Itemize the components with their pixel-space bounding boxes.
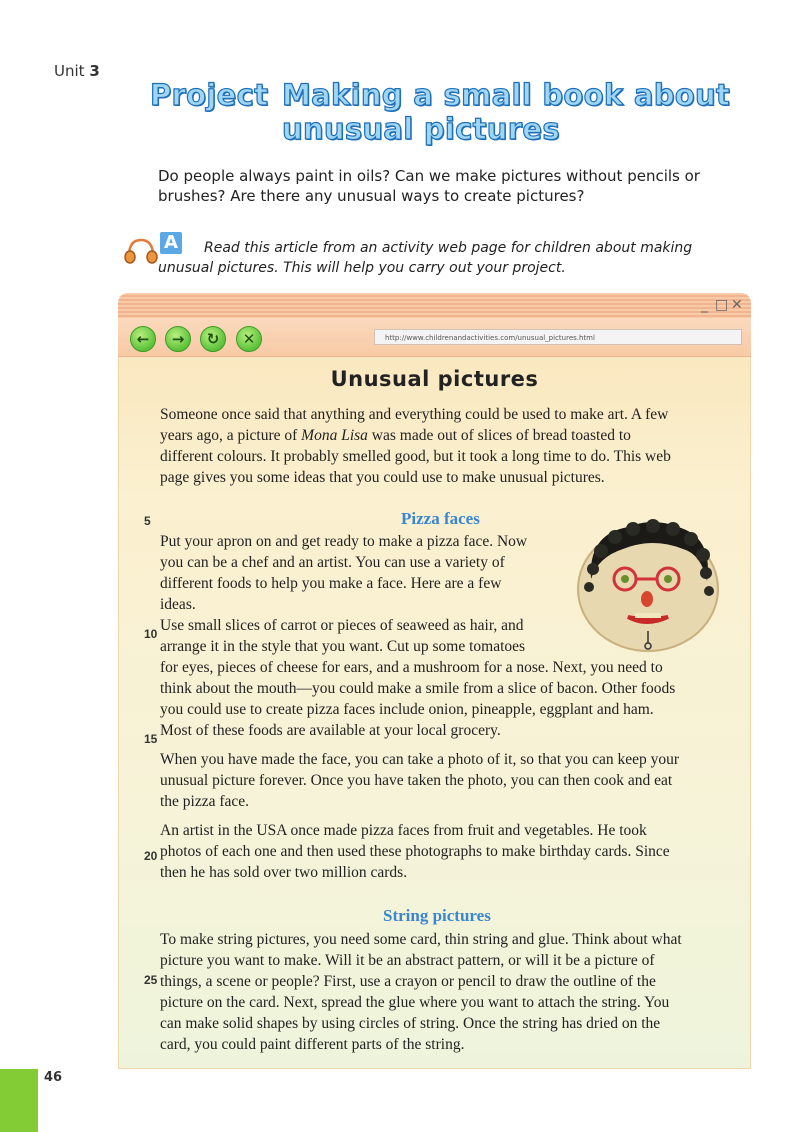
line-number: 15	[144, 732, 158, 746]
page-tab	[0, 1069, 38, 1132]
line-number: 20	[144, 849, 158, 863]
article-intro: Someone once said that anything and everything could be used to make art. A few years ago, a picture of Mona Lisa was made out of slices of bread toasted to different colours. It probably smelled good, but it took a long time to do. This web page gives you some ideas that you could use to make unusual pictures.	[160, 406, 671, 486]
browser-toolbar	[118, 318, 751, 357]
minimize-icon[interactable]: _	[701, 297, 708, 313]
headphones-icon	[123, 236, 159, 266]
stop-icon[interactable]: ✕	[236, 326, 262, 352]
pizza-faces-heading: Pizza faces	[401, 509, 480, 528]
line-number: 5	[144, 514, 151, 528]
forward-arrow-icon[interactable]: →	[165, 326, 191, 352]
refresh-icon[interactable]: ↻	[200, 326, 226, 352]
string-pictures-heading: String pictures	[383, 906, 491, 925]
line-number: 10	[144, 627, 158, 641]
browser-window	[118, 293, 751, 1069]
activity-instruction: Read this article from an activity web page for children about making unusual pictures. This will help you carry out your project.	[158, 240, 693, 276]
maximize-icon[interactable]: □	[715, 297, 729, 313]
intro-text: Do people always paint in oils? Can we make pictures without pencils or brushes? Are there any unusual ways to create pictures?	[158, 167, 700, 205]
title-project: Project	[150, 78, 269, 112]
address-bar[interactable]: http://www.childrenandactivities.com/unusual_pictures.html	[374, 329, 742, 345]
unit-label: Unit 3	[54, 62, 100, 80]
back-arrow-icon[interactable]: ←	[130, 326, 156, 352]
title-line2: unusual pictures	[282, 112, 560, 146]
pizza-faces-text: Put your apron on and get ready to make a pizza face. Now you can be a chef and an artist. You can use a variety of different foods to help you make a face. Here are a few ideas. Use small slices of carrot or pieces of seaweed as hair, and arrange it in the style that you want. Cut up some tomatoes for eyes, pieces of cheese for ears, and a mushroom for a nose. Next, you need to think about the mouth—you could make a smile from a slice of bacon. Other foods you could use to create pizza faces include onion, pineapple, eggplant and ham. Most of these foods are available at your local grocery. When you have made the face, you can take a photo of it, so that you can keep your unusual picture forever. Once you have taken the photo, you can then cook and eat the pizza face. An artist in the USA once made pizza faces from fruit and vegetables. He took photos of each one and then used these photographs to make birthday cards. Since then he has sold over two million cards.	[160, 533, 680, 881]
page-number: 46	[44, 1070, 63, 1085]
pizza-face-image	[573, 509, 723, 659]
string-pictures-text: To make string pictures, you need some card, thin string and glue. Think about what picture you want to make. Will it be an abstract pattern, or will it be a picture of things, a scene or people? First, use a crayon or pencil to draw the outline of the picture on the card. Next, spread the glue where you want to attach the string. You can make solid shapes by using circles of string. Once the string has dried on the card, you could paint different parts of the string.	[160, 931, 682, 1053]
close-window-icon[interactable]: ✕	[731, 297, 743, 313]
title-line1: Making a small book about	[282, 78, 731, 112]
browser-titlebar	[118, 293, 751, 318]
activity-badge: A	[160, 232, 182, 254]
article-heading: Unusual pictures	[330, 367, 539, 391]
line-number: 25	[144, 973, 158, 987]
